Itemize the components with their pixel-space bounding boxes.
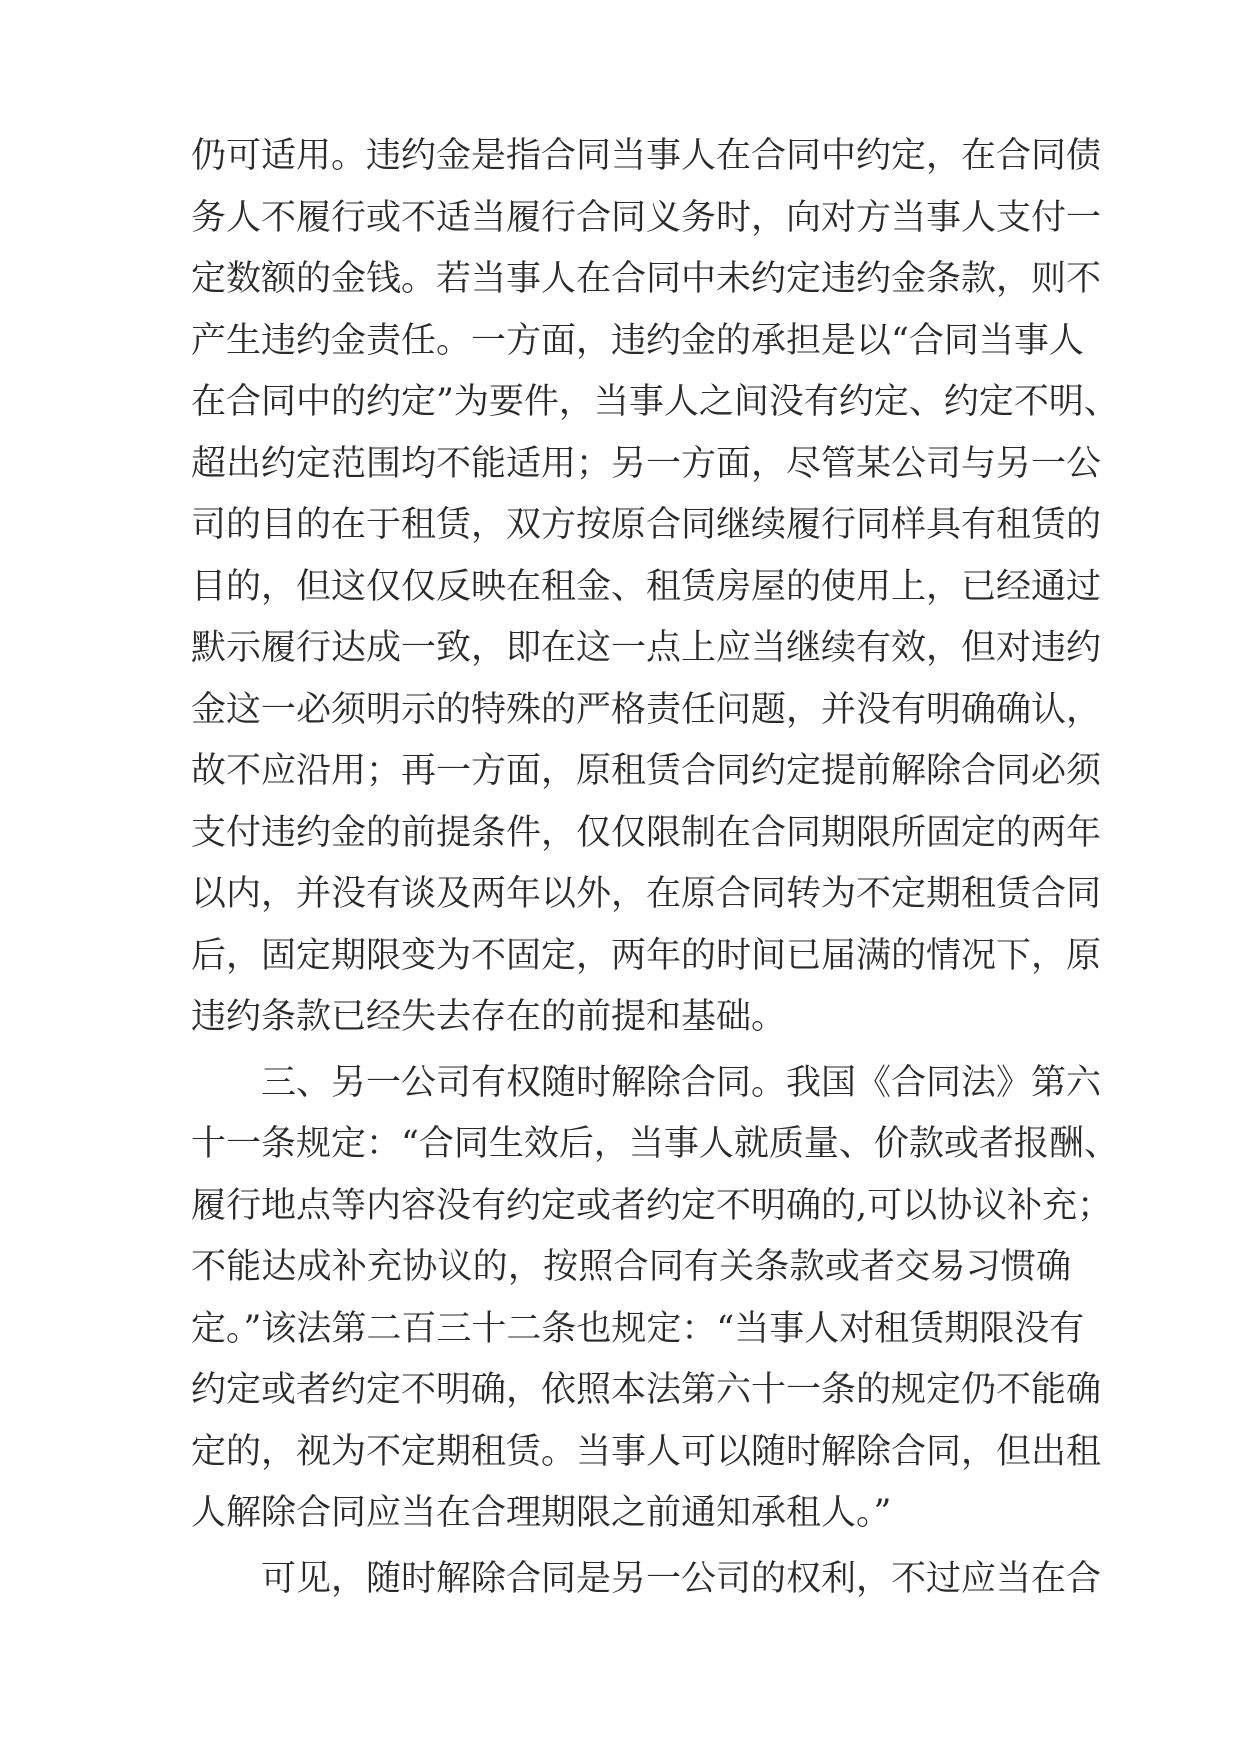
text-line: 目的，但这仅仅反映在租金、租赁房屋的使用上，已经通过 bbox=[191, 566, 1102, 607]
text-line: 超出约定范围均不能适用；另一方面，尽管某公司与另一公 bbox=[191, 443, 1102, 484]
text-line: 不能达成补充协议的，按照合同有关条款或者交易习惯确 bbox=[191, 1247, 1071, 1287]
text-line: 金这一必须明示的特殊的严格责任问题，并没有明确确认， bbox=[191, 689, 1102, 730]
text-line: 履行地点等内容没有约定或者约定不明确的,可以协议补充； bbox=[191, 1185, 1113, 1226]
text-line: 故不应沿用；再一方面，原租赁合同约定提前解除合同必须 bbox=[191, 751, 1102, 791]
text-line: 务人不履行或不适当履行合同义务时，向对方当事人支付一 bbox=[191, 197, 1102, 238]
text-line: 定数额的金钱。若当事人在合同中未约定违约金条款，则不 bbox=[191, 259, 1102, 299]
text-line: 十一条规定：“合同生效后，当事人就质量、价款或者报酬、 bbox=[191, 1124, 1119, 1164]
text-line: 仍可适用。违约金是指合同当事人在合同中约定，在合同债 bbox=[191, 136, 1102, 176]
text-line: 定的，视为不定期租赁。当事人可以随时解除合同，但出租 bbox=[191, 1431, 1102, 1472]
text-line: 定。”该法第二百三十二条也规定：“当事人对租赁期限没有 bbox=[191, 1308, 1085, 1349]
text-line: 司的目的在于租赁，双方按原合同继续履行同样具有租赁的 bbox=[191, 505, 1102, 545]
paragraph-1 bbox=[191, 126, 1119, 1049]
text-line: 约定或者约定不明确，依照本法第六十一条的规定仍不能确 bbox=[191, 1370, 1102, 1410]
text-line: 默示履行达成一致，即在这一点上应当继续有效，但对违约 bbox=[191, 628, 1102, 668]
text-line: 三、另一公司有权随时解除合同。我国《合同法》第六 bbox=[191, 1062, 1102, 1103]
text-line: 后，固定期限变为不固定，两年的时间已届满的情况下，原 bbox=[191, 935, 1102, 976]
text-line: 以内，并没有谈及两年以外，在原合同转为不定期租赁合同 bbox=[191, 874, 1102, 914]
paragraph-3 bbox=[191, 1549, 1102, 1611]
text-line: 人解除合同应当在合理期限之前通知承租人。” bbox=[191, 1493, 892, 1533]
text-line: 违约条款已经失去存在的前提和基础。 bbox=[191, 997, 787, 1037]
text-line: 支付违约金的前提条件，仅仅限制在合同期限所固定的两年 bbox=[191, 812, 1102, 853]
text-line: 产生违约金责任。一方面，违约金的承担是以“合同当事人 bbox=[191, 320, 1084, 361]
document-body bbox=[191, 126, 1119, 1610]
paragraph-2 bbox=[191, 1053, 1119, 1545]
text-line: 在合同中的约定”为要件，当事人之间没有约定、约定不明、 bbox=[191, 382, 1119, 422]
text-line: 可见，随时解除合同是另一公司的权利，不过应当在合 bbox=[191, 1558, 1102, 1599]
